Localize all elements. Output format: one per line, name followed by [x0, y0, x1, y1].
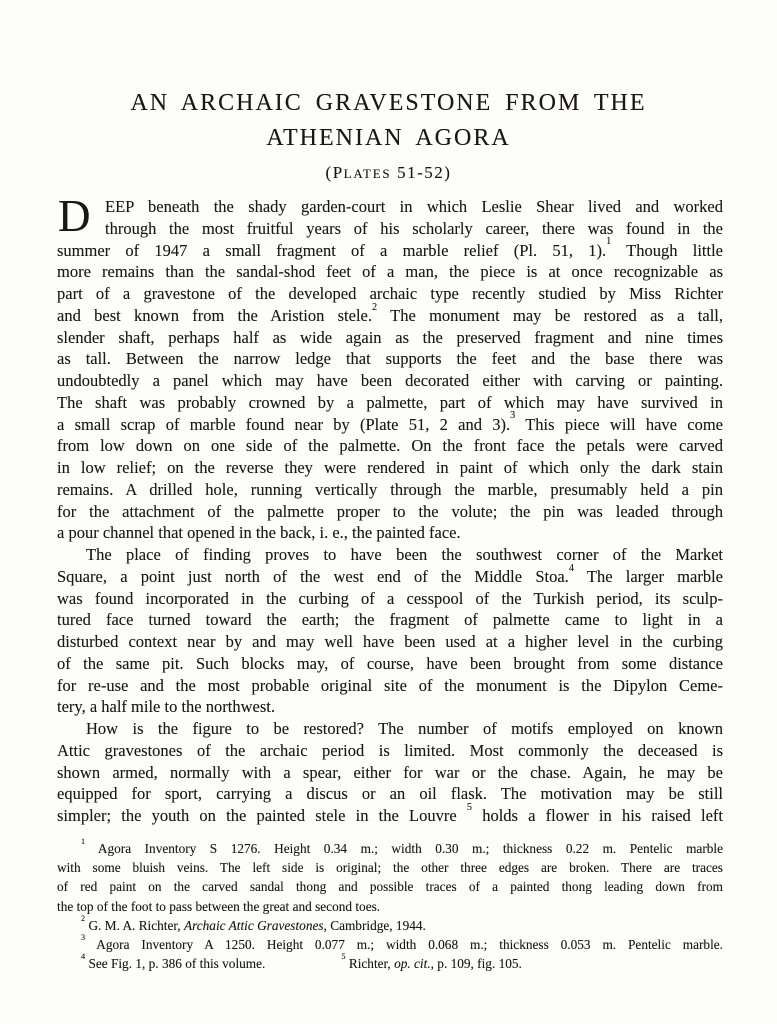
body-text-line: tured face turned toward the earth; the fragment of palmette came to light in a: [57, 610, 723, 630]
footnote-marker: 5: [466, 801, 472, 813]
footnote-marker: 2: [81, 913, 86, 923]
body-text-line: summer of 1947 a small fragment of a marble relief (Pl. 51, 1).$^1$ Though little: [57, 236, 723, 260]
body-text-line: disturbed context near by and may well have been used at a higher level in the curbing: [57, 632, 723, 651]
footnote-line: $^3$ Agora Inventory A 1250. Height 0.077 m.; width 0.068 m.; thickness 0.053 m. Pentelic marble.: [81, 932, 723, 953]
body-text-line: through the most fruitful years of his scholarly career, there was found in the: [105, 218, 723, 238]
footnote-marker: 2: [372, 301, 378, 313]
body-text-line: shown armed, normally with a spear, either for war or the chase. Again, he may be: [57, 762, 723, 782]
paragraph-2: [57, 544, 723, 718]
body-text-line: part of a gravestone of the developed archaic type recently studied by Miss Richter: [57, 284, 723, 303]
body-text-line: Attic gravestones of the archaic period is limited. Most commonly the deceased is: [57, 740, 723, 760]
footnote-line: with some bluish veins. The left side is original; the other three edges are broken. There are traces: [57, 860, 723, 876]
body-text-line: undoubtedly a panel which may have been decorated either with carving or painting.: [57, 371, 723, 390]
footnote-marker: 4: [568, 562, 574, 574]
article-body: [57, 191, 723, 827]
footnote-line: $^1$ Agora Inventory S 1276. Height 0.34 m.; width 0.30 m.; thickness 0.22 m. Pentelic marble: [81, 836, 723, 856]
footnote-marker: 1: [606, 236, 612, 248]
body-text-line: as tall. Between the narrow ledge that supports the feet and the base there was: [57, 349, 723, 369]
body-text-line: from low down on one side of the palmette. On the front face the petals were carved: [57, 436, 723, 456]
body-text-line: simpler; the youth on the painted stele in the Louvre $^5$ holds a flower in his raised left: [57, 801, 723, 825]
body-text-line: more remains than the sandal-shod feet of a man, the piece is at once recognizable as: [57, 262, 723, 282]
body-text-line: The shaft was probably crowned by a palmette, part of which may have survived in: [57, 392, 723, 412]
footnote-line: of red paint on the carved sandal thong and possible traces of a painted thong leading down from: [57, 879, 723, 895]
article-title-line-1: AN ARCHAIC GRAVESTONE FROM THE: [130, 90, 647, 116]
body-text-line: of the same pit. Such blocks may, of course, have been brought from some distance: [57, 653, 723, 673]
plates-subtitle: (PLATES 51-52): [325, 163, 452, 182]
footnote-line: the top of the foot to pass between the great and second toes.: [57, 898, 381, 914]
article-title-line-2: ATHENIAN AGORA: [266, 125, 511, 151]
body-text-line: was found incorporated in the curbing of a cesspool of the Turkish period, its sculp-: [57, 588, 723, 608]
footnote-marker: 4: [81, 952, 86, 962]
drop-cap: D: [58, 191, 91, 241]
body-text-line: Square, a point just north of the west end of the Middle Stoa.$^4$ The larger marble: [57, 562, 723, 586]
body-text-line: tery, a half mile to the northwest.: [57, 697, 275, 717]
footnote-marker: 3: [81, 932, 86, 942]
body-text-line: a small scrap of marble found near by (Plate 51, 2 and 3).$^3$ This piece will have come: [57, 410, 723, 434]
footnote-line: $^2$ G. M. A. Richter, Archaic Attic Gravestones, Cambridge, 1944.: [81, 913, 426, 933]
footnote-line: $^4$ See Fig. 1, p. 386 of this volume. $^5$ Richter, op. cit., p. 109, fig. 105.: [81, 952, 522, 972]
paragraph-3: [57, 718, 723, 827]
body-text-line: for re-use and the most probable original site of the monument is the Dipylon Ceme-: [57, 675, 723, 695]
body-text-line: The place of finding proves to have been the southwest corner of the Market: [86, 545, 723, 564]
paragraph-1: [57, 191, 723, 544]
footnote-marker: 3: [510, 410, 516, 422]
body-text-line: in low relief; on the reverse they were rendered in paint of which only the dark stain: [57, 458, 723, 477]
body-text-line: a pour channel that opened in the back, i. e., the painted face.: [57, 523, 461, 543]
footnotes-block: [57, 836, 723, 973]
body-text-line: EEP beneath the shady garden-court in which Leslie Shear lived and worked: [105, 197, 723, 216]
footnote-marker: 1: [81, 836, 86, 846]
footnote-marker: 5: [341, 952, 346, 962]
body-text-line: for the attachment of the palmette proper to the volute; the pin was leaded through: [57, 501, 723, 521]
body-text-line: and best known from the Aristion stele.$^2$ The monument may be restored as a tall,: [57, 301, 723, 325]
body-text-line: How is the figure to be restored? The number of motifs employed on known: [86, 719, 723, 738]
article-title: [0, 86, 777, 156]
body-text-line: equipped for sport, carrying a discus or an oil flask. The motivation may be still: [57, 784, 723, 804]
body-text-line: remains. A drilled hole, running vertically through the marble, presumably held a pin: [57, 479, 723, 499]
body-text-line: slender shaft, perhaps half as wide again as the preserved fragment and nine times: [57, 327, 723, 347]
